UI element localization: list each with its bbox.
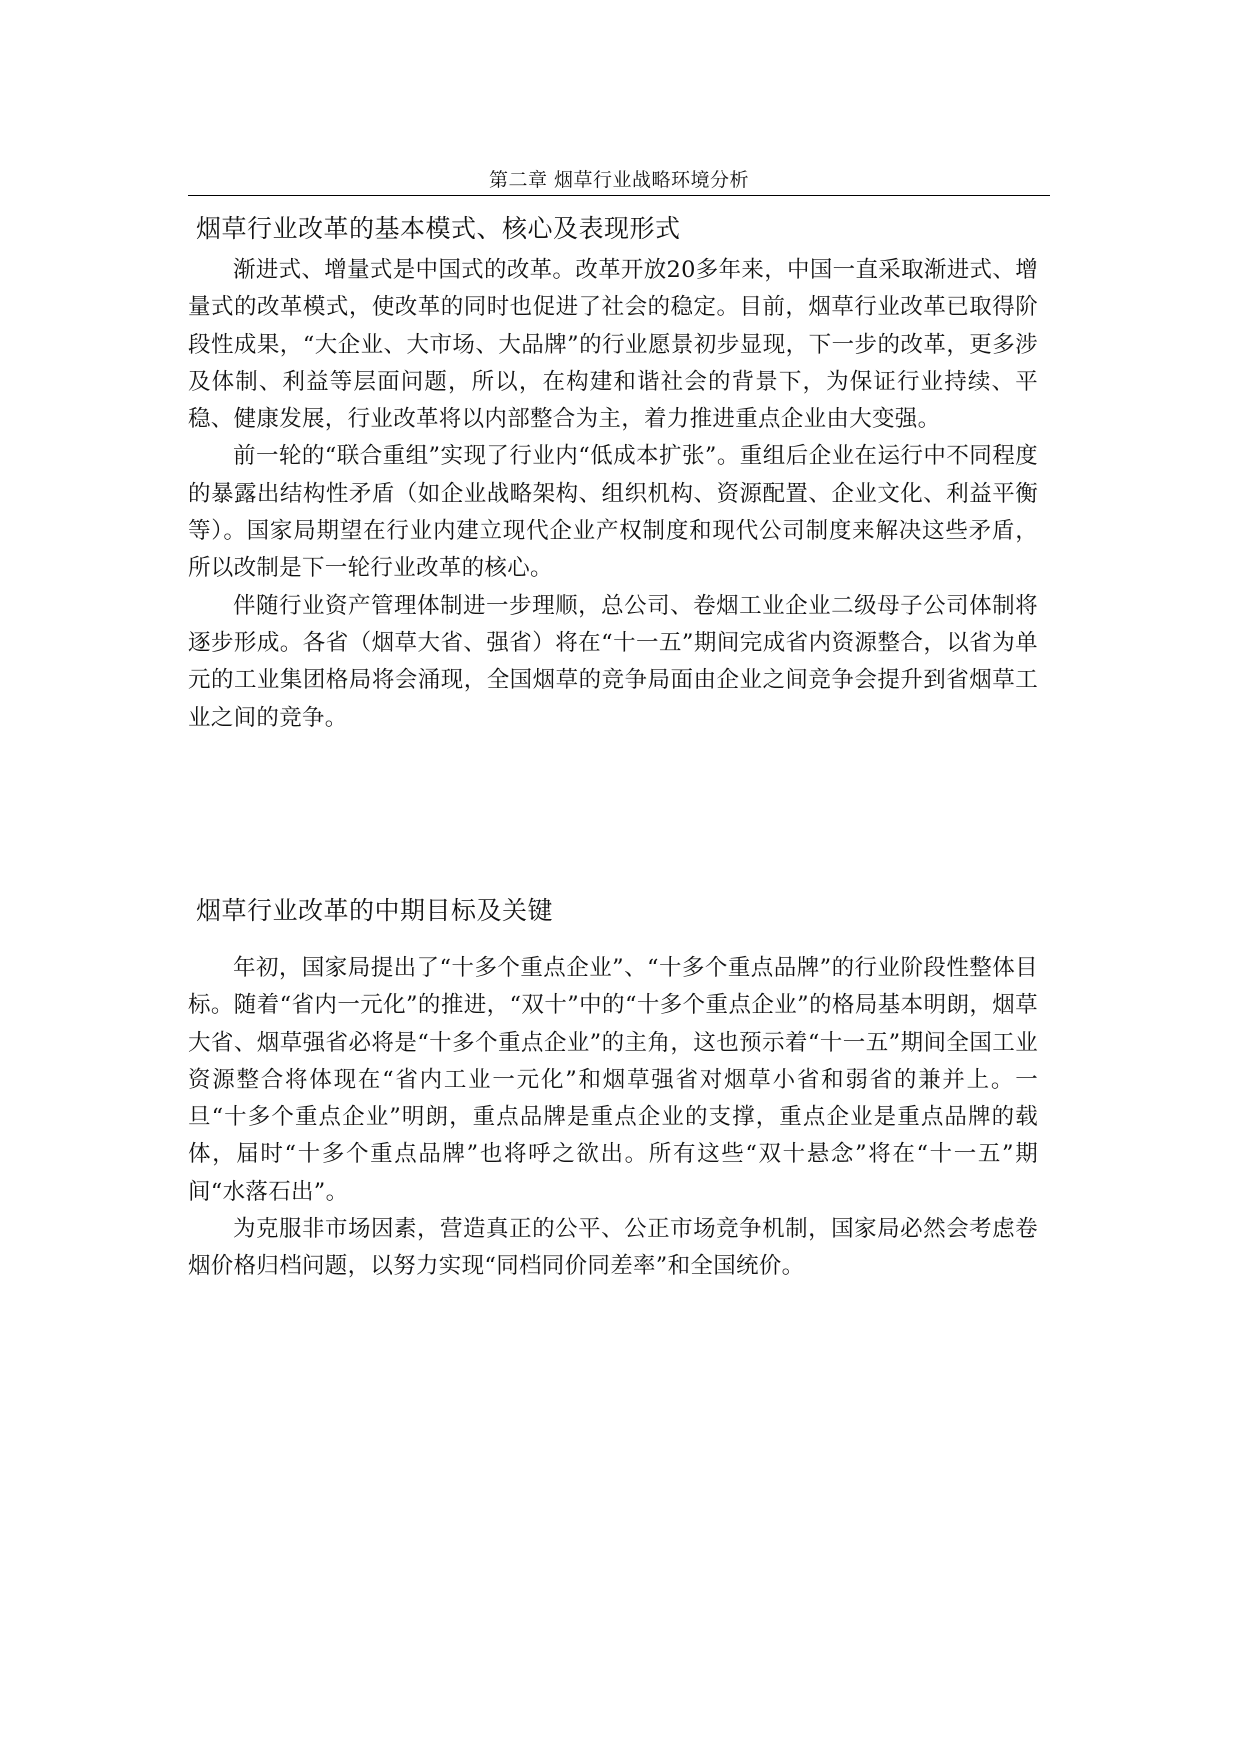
section-body-1 bbox=[188, 252, 1038, 737]
section-heading-2: 烟草行业改革的中期目标及关键 bbox=[196, 896, 554, 925]
section-heading-1: 烟草行业改革的基本模式、核心及表现形式 bbox=[196, 214, 681, 243]
paragraph: 年初，国家局提出了“十多个重点企业”、“十多个重点品牌”的行业阶段性整体目标。随着“省内一元化”的推进，“双十”中的“十多个重点企业”的格局基本明朗，烟草大省、烟草强省必将是“十多个重点企业”的主角，这也预示着“十一五”期间全国工业资源整合将体现在“省内工业一元化”和烟草强省对烟草小省和弱省的兼并上。一旦“十多个重点企业”明朗，重点品牌是重点企业的支撑，重点企业是重点品牌的载体，届时“十多个重点品牌”也将呼之欲出。所有这些“双十悬念”将在“十一五”期间“水落石出”。 bbox=[188, 955, 1038, 1205]
paragraph: 为克服非市场因素，营造真正的公平、公正市场竞争机制，国家局必然会考虑卷烟价格归档问题，以努力实现“同档同价同差率”和全国统价。 bbox=[188, 1216, 1038, 1280]
paragraph: 前一轮的“联合重组”实现了行业内“低成本扩张”。重组后企业在运行中不同程度的暴露出结构性矛盾（如企业战略架构、组织机构、资源配置、企业文化、利益平衡等）。国家局期望在行业内建立现代企业产权制度和现代公司制度来解决这些矛盾，所以改制是下一轮行业改革的核心。 bbox=[188, 443, 1038, 582]
header-rule bbox=[188, 195, 1050, 196]
paragraph: 伴随行业资产管理体制进一步理顺，总公司、卷烟工业企业二级母子公司体制将逐步形成。各省（烟草大省、强省）将在“十一五”期间完成省内资源整合，以省为单元的工业集团格局将会涌现，全国烟草的竞争局面由企业之间竞争会提升到省烟草工业之间的竞争。 bbox=[188, 592, 1038, 731]
paragraph: 渐进式、增量式是中国式的改革。改革开放20多年来，中国一直采取渐进式、增量式的改革模式，使改革的同时也促进了社会的稳定。目前，烟草行业改革已取得阶段性成果，“大企业、大市场、大品牌”的行业愿景初步显现，下一步的改革，更多涉及体制、利益等层面问题，所以，在构建和谐社会的背景下，为保证行业持续、平稳、健康发展，行业改革将以内部整合为主，着力推进重点企业由大变强。 bbox=[188, 257, 1038, 433]
section-body-2 bbox=[188, 950, 1038, 1286]
running-header: 第二章 烟草行业战略环境分析 bbox=[488, 169, 750, 191]
